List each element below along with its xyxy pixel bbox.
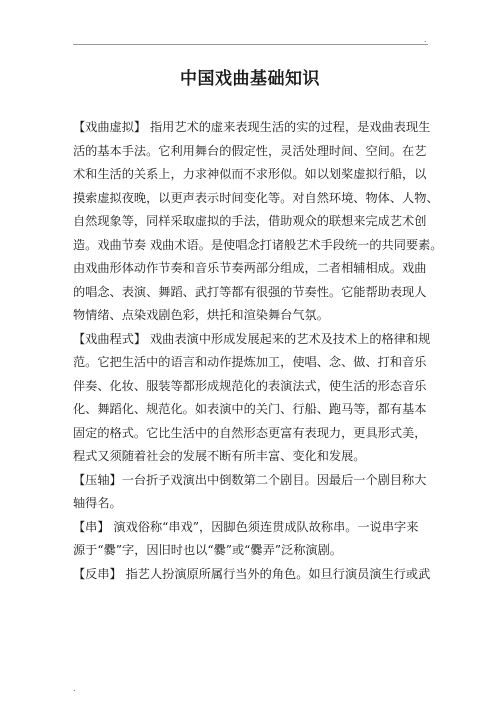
footer-mark: . <box>73 684 76 693</box>
header-rule <box>73 44 428 45</box>
body-line: 轴得名。 <box>73 496 122 510</box>
body-line: 范。它把生活中的语言和动作提炼加工，使唱、念、做、打和音乐 <box>73 355 427 369</box>
body-line: 【反串】 指艺人扮演原所属行当外的角色。如旦行演员演生行或武 <box>73 566 431 581</box>
body-line: 【串】 演戏俗称“串戏”，因脚色须连贯成队故称串。一说串字来 <box>73 519 419 534</box>
page-title: 中国戏曲基础知识 <box>180 69 320 89</box>
body-line: 化、舞蹈化、规范化。如表演中的关门、行船、跑马等，都有基本 <box>73 402 427 416</box>
body-line: 的唱念、表演、舞蹈、武打等都有很强的节奏性。它能帮助表现人 <box>73 284 427 299</box>
header-mark: . <box>424 35 427 44</box>
body-line: 活的基本手法。它利用舞台的假定性，灵活处理时间、空间。在艺 <box>73 143 427 158</box>
body-line: 造。戏曲节奏 戏曲术语。是使唱念打诸般艺术手段统一的共同要素。 <box>73 237 443 252</box>
body-line: 固定的格式。它比生活中的自然形态更富有表现力，更具形式美， <box>73 425 427 440</box>
body-line: 程式又须随着社会的发展不断有所丰富、变化和发展。 <box>73 449 366 463</box>
body-line: 【压轴】一台折子戏演出中倒数第二个剧目。因最后一个剧目称大 <box>73 472 427 487</box>
body-line: 摸索虚拟夜晚，以更声表示时间变化等。对自然环境、物体、人物、 <box>73 190 439 205</box>
body-line: 伴奏、化妆、服装等都形成规范化的表演法式，使生活的形态音乐 <box>73 378 427 393</box>
body-line: 自然现象等，同样采取虚拟的手法，借助观众的联想来完成艺术创 <box>73 214 427 228</box>
body-line: 物情绪、点染戏剧色彩，烘托和渲染舞台气氛。 <box>73 308 329 322</box>
body-line: 术和生活的关系上，力求神似而不求形似。如以划桨虚拟行船，以 <box>73 167 427 181</box>
body-line: 【戏曲虚拟】 指用艺术的虚来表现生活的实的过程，是戏曲表现生 <box>73 120 431 134</box>
body-line: 【戏曲程式】 戏曲表演中形成发展起来的艺术及技术上的格律和规 <box>73 331 431 346</box>
body-line: 由戏曲形体动作节奏和音乐节奏两部分组成，二者相辅相成。戏曲 <box>73 261 427 275</box>
document-body <box>73 116 443 586</box>
body-line: 源于“爨”字，因旧时也以“爨”或“爨弄”泛称演剧。 <box>73 543 342 557</box>
